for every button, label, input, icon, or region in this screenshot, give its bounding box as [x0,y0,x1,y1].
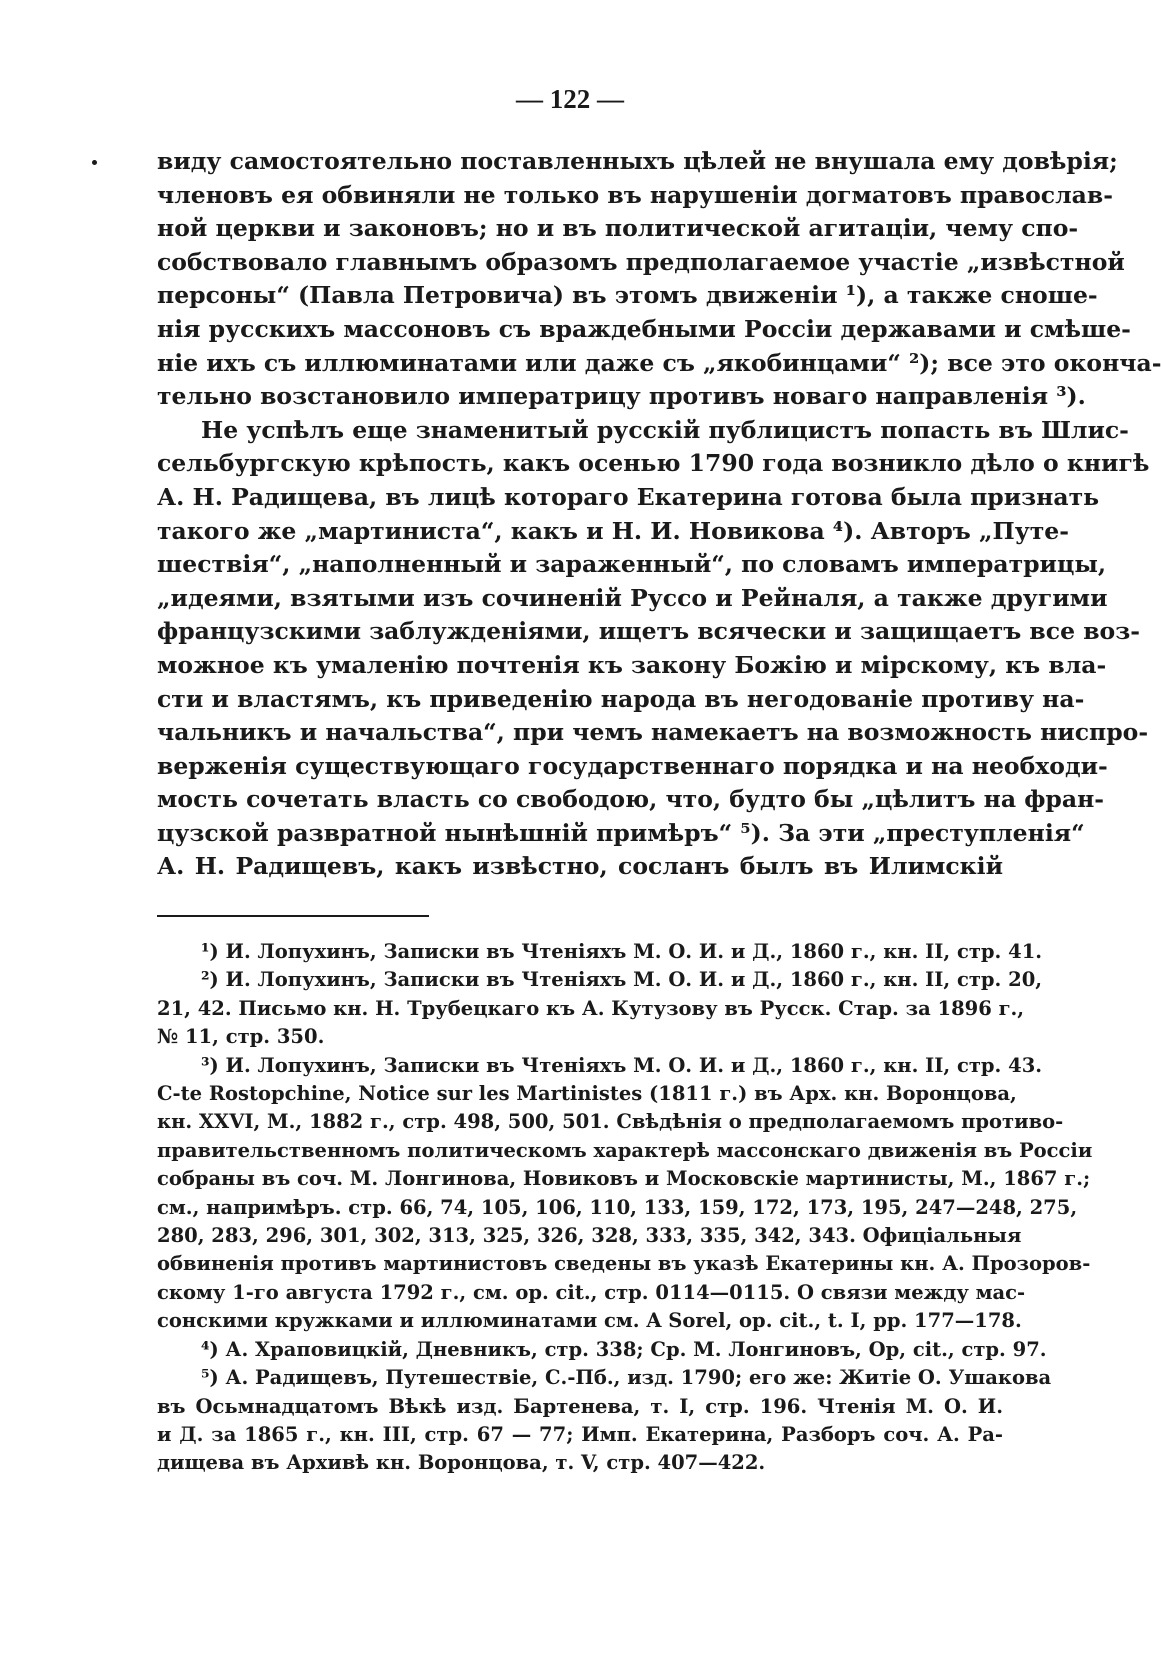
footnote-line: ²) И. Лопухинъ, Записки въ Чтеніяхъ М. О. И. и Д., 1860 г., кн. II, стр. 20, [201,968,1043,992]
footnote-line: скому 1-го августа 1792 г., см. op. cit., стр. 0114—0115. О связи между мас- [157,1280,1026,1304]
footnote-line: см., напримѣръ. стр. 66, 74, 105, 106, 110, 133, 159, 172, 173, 195, 247—248, 275, [157,1195,1078,1219]
body-line: чальникъ и начальства“, при чемъ намекаетъ на возможность ниспро- [157,718,1149,747]
body-line: французскими заблужденіями, ищетъ всячески и защищаетъ все воз- [157,617,1140,646]
body-line: членовъ ея обвиняли не только въ нарушеніи догматовъ православ- [157,180,1113,209]
body-line: Не успѣлъ еще знаменитый русскій публицистъ попасть въ Шлис- [201,415,1129,444]
footnote-line: дищева въ Архивѣ кн. Воронцова, т. V, стр. 407—422. [157,1451,766,1475]
body-line: сти и властямъ, къ приведенію народа въ негодованіе противу на- [157,684,1085,713]
footnote-line: ¹) И. Лопухинъ, Записки въ Чтеніяхъ М. О. И. и Д., 1860 г., кн. II, стр. 41. [201,940,1043,963]
footnote-line: обвиненія противъ мартинистовъ сведены въ указѣ Екатерины кн. А. Прозоров- [157,1252,1091,1276]
footnote-line: ⁴) А. Храповицкій, Дневникъ, стр. 338; Ср. М. Лонгиновъ, Op, cit., стр. 97. [201,1337,1047,1361]
footnote-line: кн. XXVI, М., 1882 г., стр. 498, 500, 501. Свѣдѣнія о предполагаемомъ противо- [157,1110,1064,1134]
body-line: тельно возстановило императрицу противъ новаго направленія ³). [157,382,1086,411]
body-line: виду самостоятельно поставленныхъ цѣлей не внушала ему довѣрія; [157,147,1118,175]
footnote-line: и Д. за 1865 г., кн. III, стр. 67 — 77; Имп. Екатерина, Разборъ соч. А. Ра- [157,1422,1003,1446]
body-line: можное къ умаленію почтенія къ закону Божію и мірскому, къ вла- [157,650,1107,679]
footnote-line: сонскими кружками и иллюминатами см. A Sorel, op. cit., t. I, pp. 177—178. [157,1309,1022,1333]
body-line: ной церкви и законовъ; но и въ политической агитаціи, чему спо- [157,214,1079,243]
footnote-line: C-te Rostopchine, Notice sur les Martinistes (1811 г.) въ Арх. кн. Воронцова, [157,1082,1017,1106]
footnote-line: ⁵) А. Радищевъ, Путешествіе, С.-Пб., изд. 1790; его же: Житіе О. Ушакова [201,1366,1052,1390]
body-line: верженія существующаго государственнаго порядка и на необходи- [157,751,1108,780]
body-line: мость сочетать власть со свободою, что, будто бы „цѣлитъ на фран- [157,785,1105,814]
body-line: ніе ихъ съ иллюминатами или даже съ „якобинцами“ ²); все это оконча- [157,348,1161,377]
footnote-line: 21, 42. Письмо кн. Н. Трубецкаго къ А. Кутузову въ Русск. Стар. за 1896 г., [157,996,1025,1020]
body-line: такого же „мартиниста“, какъ и Н. И. Новикова ⁴). Авторъ „Путе- [157,516,1070,545]
body-line: шествія“, „наполненный и зараженный“, по словамъ императрицы, [157,550,1107,579]
footnote-line: собраны въ соч. М. Лонгинова, Новиковъ и Московскіе мартинисты, М., 1867 г.; [157,1167,1091,1191]
body-text [157,145,1161,884]
footnote-line: № 11, стр. 350. [157,1025,325,1049]
body-line: персоны“ (Павла Петровича) въ этомъ движеніи ¹), а также сноше- [157,281,1098,310]
body-line: собствовало главнымъ образомъ предполагаемое участіе „извѣстной [157,247,1125,276]
body-line: цузской развратной нынѣшній примѣръ“ ⁵). За эти „преступленія“ [157,818,1085,847]
footnotes [157,938,1093,1478]
body-line: А. Н. Радищевъ, какъ извѣстно, сосланъ былъ въ Илимскій [157,852,1003,881]
page-number: — 122 — [516,84,624,114]
body-line: сельбургскую крѣпость, какъ осенью 1790 года возникло дѣло о книгѣ [157,449,1150,478]
footnote-line: ³) И. Лопухинъ, Записки въ Чтеніяхъ М. О. И. и Д., 1860 г., кн. II, стр. 43. [201,1053,1043,1077]
body-line: А. Н. Радищева, въ лицѣ котораго Екатерина готова была признать [157,482,1100,511]
margin-mark [92,160,97,165]
footnote-line: правительственномъ политическомъ характерѣ массонскаго движенія въ Россіи [157,1138,1093,1162]
body-line: нія русскихъ массоновъ съ враждебными Россіи державами и смѣше- [157,314,1131,343]
footnote-line: 280, 283, 296, 301, 302, 313, 325, 326, 328, 333, 335, 342, 343. Офиціальныя [157,1224,1022,1248]
body-line: „идеями, взятыми изъ сочиненій Руссо и Рейналя, а также другими [157,583,1108,612]
footnote-line: въ Осьмнадцатомъ Вѣкѣ изд. Бартенева, т. I, стр. 196. Чтенія М. О. И. [157,1394,1003,1418]
footnote-separator [157,915,429,917]
